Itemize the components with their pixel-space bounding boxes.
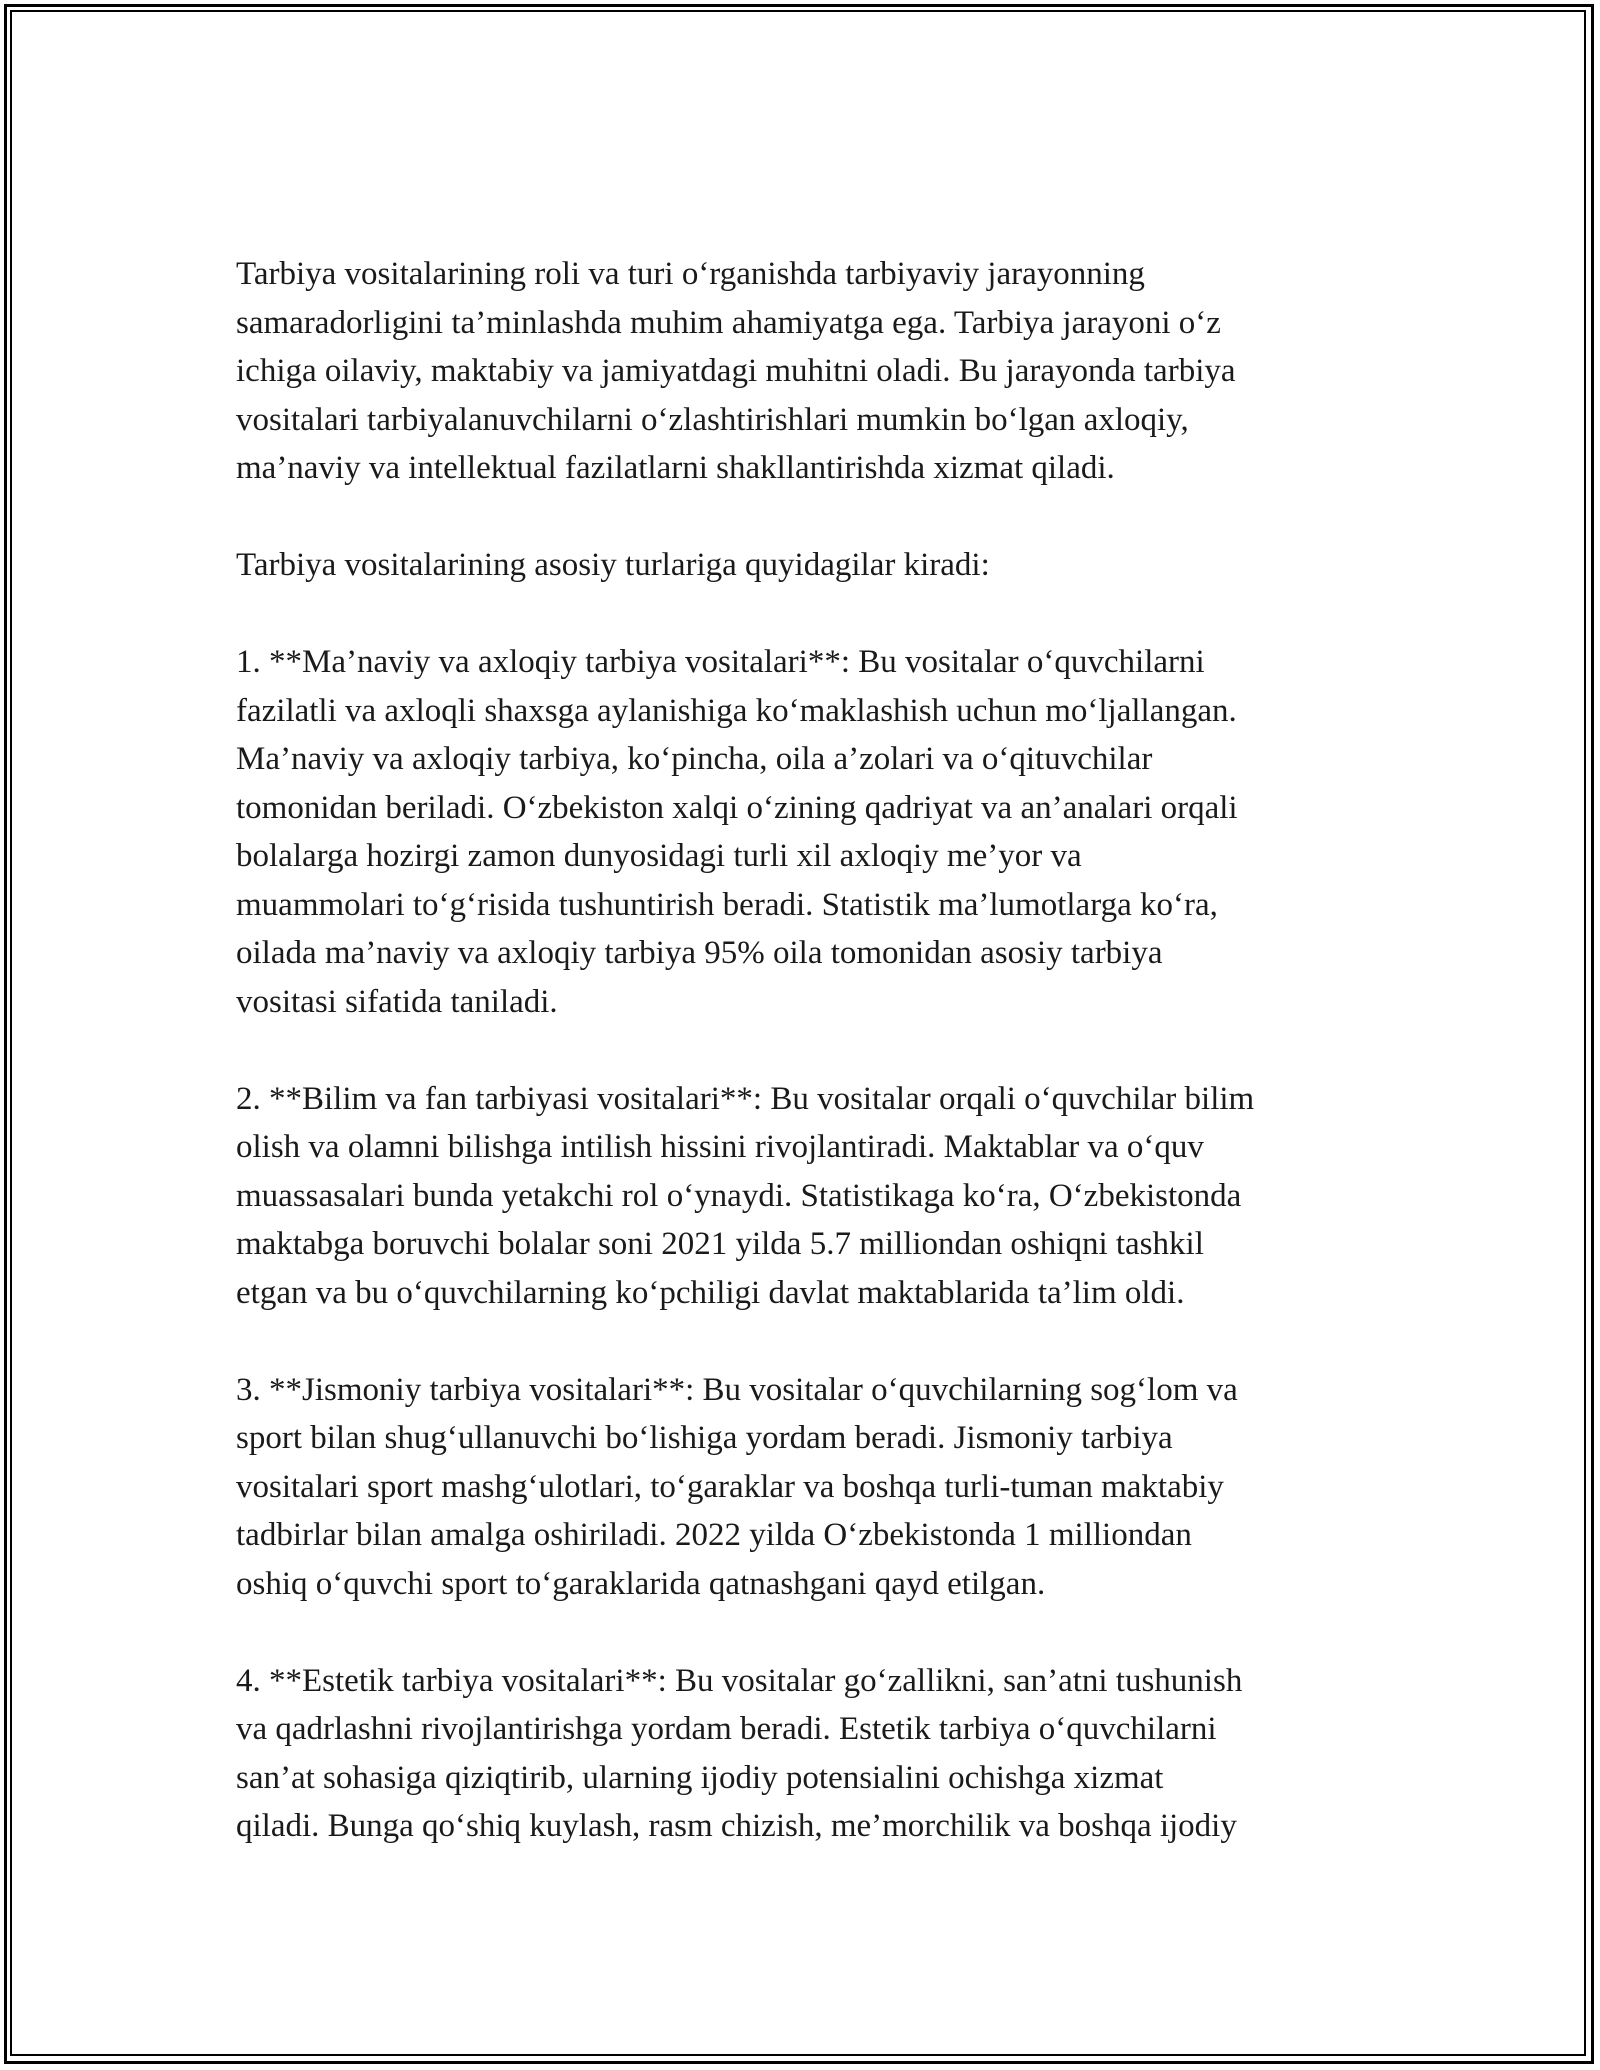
list-item-2-paragraph: 2. **Bilim va fan tarbiyasi vositalari**: Bu vositalar orqali o‘quvchilar bilim olish va olamni bilishga intilish hissini rivojlantiradi. Maktablar va o‘quv muassasalari bunda yetakchi rol o‘ynaydi. Statistikaga ko‘ra, O‘zbekistonda maktabga boruvchi bolalar soni 2021 yilda 5.7 milliondan oshiqni tashkil etgan va bu o‘quvchilarning ko‘pchiligi davlat maktablarida ta’lim oldi. (236, 1080, 1255, 1311)
paragraph-spacer (236, 1317, 1386, 1366)
paragraph-spacer (236, 1608, 1386, 1657)
list-item-4-paragraph: 4. **Estetik tarbiya vositalari**: Bu vositalar go‘zallikni, san’atni tushunish va qadrlashni rivojlantirishga yordam beradi. Estetik tarbiya o‘quvchilarni san’at sohasiga qiziqtirib, ularning ijodiy potensialini ochishga xizmat qiladi. Bunga qo‘shiq kuylash, rasm chizish, me’morchilik va boshqa ijodiy (236, 1662, 1243, 1844)
paragraph-spacer (236, 493, 1386, 542)
list-item-3-paragraph: 3. **Jismoniy tarbiya vositalari**: Bu vositalar o‘quvchilarning sog‘lom va sport bilan shug‘ullanuvchi bo‘lishiga yordam beradi. Jismoniy tarbiya vositalari sport mashg‘ulotlari, to‘garaklar va boshqa turli-tuman maktabiy tadbirlar bilan amalga oshiriladi. 2022 yilda O‘zbekistonda 1 milliondan oshiq o‘quvchi sport to‘garaklarida qatnashgani qayd etilgan. (236, 1371, 1238, 1602)
list-intro-paragraph: Tarbiya vositalarining asosiy turlariga quyidagilar kiradi: (236, 547, 990, 583)
paragraph-spacer (236, 1026, 1386, 1075)
intro-paragraph: Tarbiya vositalarining roli va turi o‘rganishda tarbiyaviy jarayonning samaradorligini ta’minlashda muhim ahamiyatga ega. Tarbiya jarayoni o‘z ichiga oilaviy, maktabiy va jamiyatdagi muhitni oladi. Bu jarayonda tarbiya vositalari tarbiyalanuvchilarni o‘zlashtirishlari mumkin bo‘lgan axloqiy, ma’naviy va intellektual fazilatlarni shakllantirishda xizmat qiladi. (236, 256, 1236, 486)
list-item-1-paragraph: 1. **Ma’naviy va axloqiy tarbiya vositalari**: Bu vositalar o‘quvchilarni fazilatli va axloqli shaxsga aylanishiga ko‘maklashish uchun mo‘ljallangan. Ma’naviy va axloqiy tarbiya, ko‘pincha, oila a’zolari va o‘qituvchilar tomonidan beriladi. O‘zbekiston xalqi o‘zining qadriyat va an’analari orqali bolalarga hozirgi zamon dunyosidagi turli xil axloqiy me’yor va muammolari to‘g‘risida tushuntirish beradi. Statistik ma’lumotlarga ko‘ra, oilada ma’naviy va axloqiy tarbiya 95% oila tomonidan asosiy tarbiya vositasi sifatida taniladi. (236, 644, 1238, 1020)
paragraph-spacer (236, 590, 1386, 639)
document-body (236, 250, 1386, 1851)
